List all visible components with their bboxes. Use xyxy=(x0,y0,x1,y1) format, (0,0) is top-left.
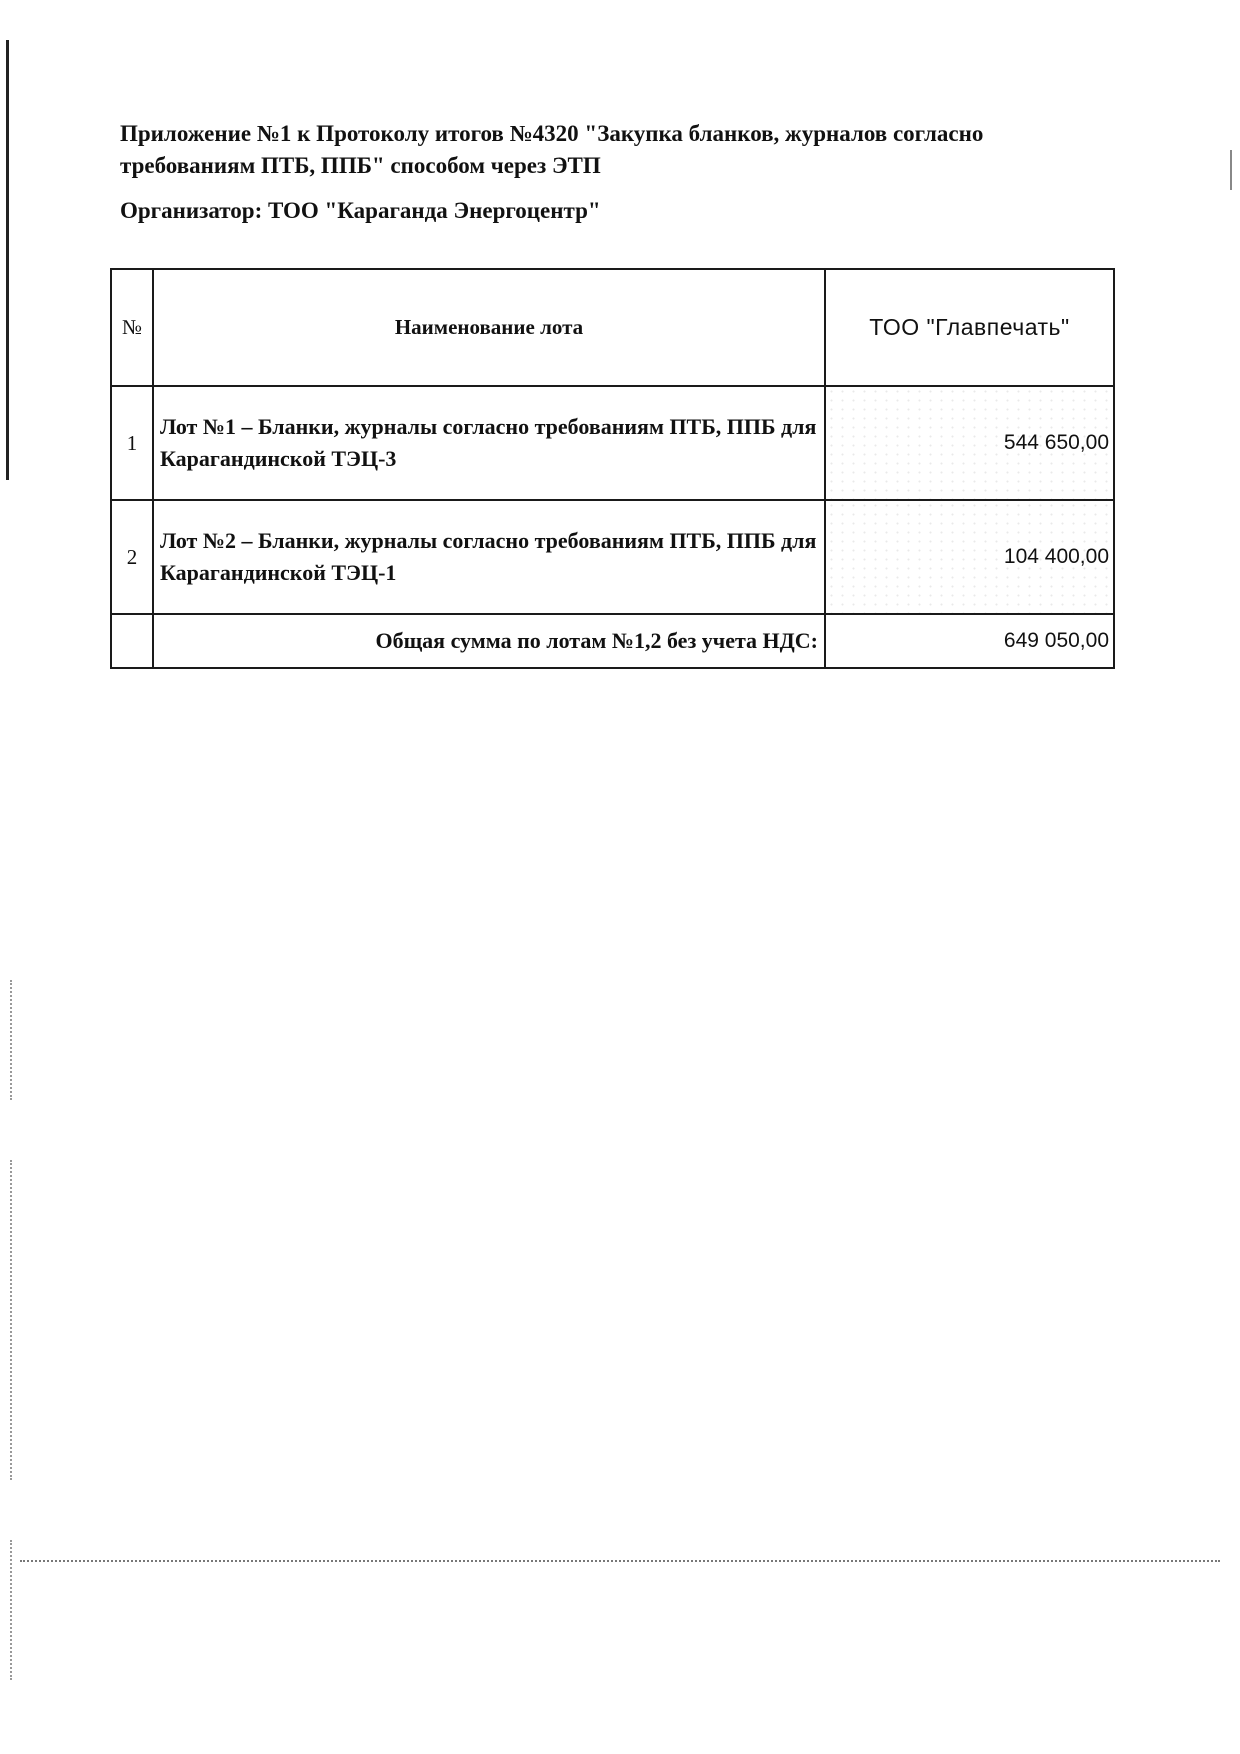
table-row xyxy=(111,500,1114,614)
scan-edge-mark xyxy=(6,40,9,480)
total-row xyxy=(111,614,1114,668)
lot-amount-cell xyxy=(825,500,1114,614)
total-amount: 649 050,00 xyxy=(825,614,1114,668)
column-header-number: № xyxy=(111,269,153,386)
document-heading: Приложение №1 к Протоколу итогов №4320 "Закупка бланков, журналов согласно требованиям ПТБ, ППБ" способом через ЭТП xyxy=(120,121,984,178)
scan-dots xyxy=(10,1160,14,1480)
lot-number: 1 xyxy=(111,386,153,500)
lot-amount: 544 650,00 xyxy=(1003,431,1109,454)
lot-name: Лот №2 – Бланки, журналы согласно требованиям ПТБ, ППБ для Карагандинской ТЭЦ-1 xyxy=(153,500,825,614)
lots-table xyxy=(110,268,1115,669)
lot-amount-cell xyxy=(825,386,1114,500)
scan-dotted-line xyxy=(20,1560,1220,1562)
scan-dots xyxy=(10,1540,14,1680)
table-header-row xyxy=(111,269,1114,386)
scan-dots xyxy=(10,980,14,1100)
lot-amount: 104 400,00 xyxy=(1003,545,1109,568)
lot-name: Лот №1 – Бланки, журналы согласно требованиям ПТБ, ППБ для Карагандинской ТЭЦ-3 xyxy=(153,386,825,500)
column-header-bidder: ТОО "Главпечать" xyxy=(825,269,1114,386)
total-empty-cell xyxy=(111,614,153,668)
lot-number: 2 xyxy=(111,500,153,614)
table-row xyxy=(111,386,1114,500)
total-label: Общая сумма по лотам №1,2 без учета НДС: xyxy=(153,614,825,668)
scan-edge-mark xyxy=(1230,150,1232,190)
organizer-line: Организатор: ТОО "Караганда Энергоцентр" xyxy=(120,198,601,223)
column-header-lot-name: Наименование лота xyxy=(153,269,825,386)
